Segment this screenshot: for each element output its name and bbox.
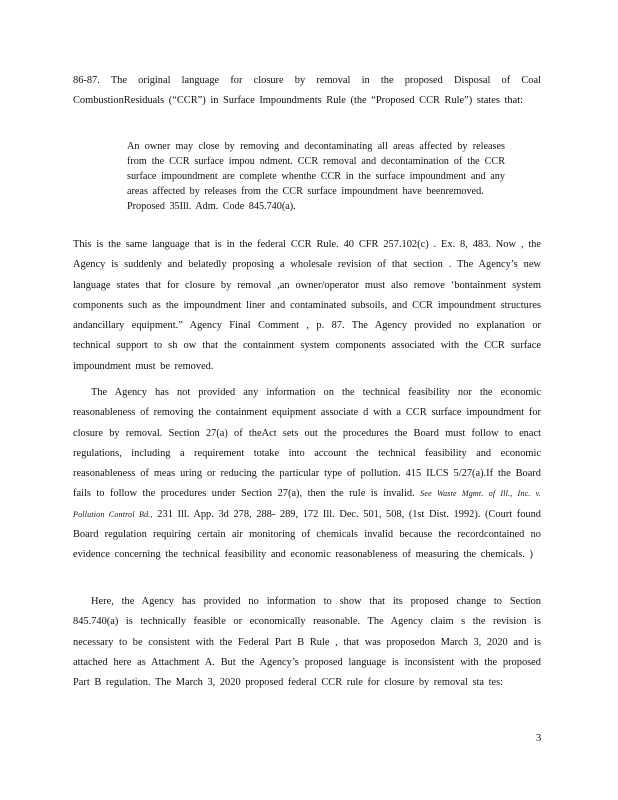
page-number: 3 bbox=[536, 733, 542, 744]
feasibility-paragraph-continuation: 231 Ill. App. 3d 278, 288- 289, 172 Ill. Dec. 501, 508, (1st Dist. 1992). (Court found Board regulation requiring certain air monitoring of chemicals invalid because the recordcontained no evidence concerning the technical feasibility and economic reasonableness of measuring the chemicals. ) bbox=[73, 508, 541, 561]
quote-citation: Proposed 35Ill. Adm. Code 845.740(a). bbox=[127, 201, 296, 213]
case-citation: See Waste Mgmt. of Ill., Inc. v. Pollution Control Bd., bbox=[73, 489, 541, 519]
feasibility-paragraph-text: The Agency has not provided any information on the technical feasibility nor the economic reasonableness of removing the containment equipment associate d with a CCR surface impoundment for closure by removal. Section 27(a) of theAct sets out the procedures the Board must follow to enact regulations, including a requirement totake into account the technical feasibility and economic reasonableness of meas uring or reducing the particular type of pollution. 415 ILCS 5/27(a).If the Board fails to follow the procedures under Section 27(a), then the rule is invalid. bbox=[73, 387, 541, 500]
feasibility-paragraph bbox=[73, 383, 541, 566]
intro-paragraph: 86-87. The original language for closure by removal in the proposed Disposal of Coal CombustionResiduals (“CCR”) in Surface Impoundments Rule (the “Proposed CCR Rule”) states that: bbox=[73, 75, 541, 107]
block-quote bbox=[127, 139, 505, 214]
quote-text: An owner may close by removing and decontaminating all areas affected by releases from the CCR surface impou ndment. CCR removal and decontamination of the CCR surface impoundment are complete whenthe CCR in the surface impoundment and any areas affected by releases from the CCR surface impoundment have beenremoved. bbox=[127, 141, 505, 198]
federal-rule-paragraph: This is the same language that is in the federal CCR Rule. 40 CFR 257.102(c) . Ex. 8, 483. Now , the Agency is suddenly and belatedly proposing a wholesale revision of that section . The Agency’s new language states that for closure by removal ,an owner/operator must also remove ‘bontainment system components such as the impoundment liner and contaminated subsoils, and CCR impoundment structures andancillary equipment.” Agency Final Comment , p. 87. The Agency provided no explanation or technical support to sh ow that the containment system components associated with the CCR surface impoundment must be removed. bbox=[73, 239, 541, 372]
agency-claim-paragraph: Here, the Agency has provided no information to show that its proposed change to Section 845.740(a) is technically feasible or economically reasonable. The Agency claim s the revision is necessary to be consistent with the Federal Part B Rule , that was proposedon March 3, 2020 and is attached here as Attachment A. But the Agency’s proposed language is inconsistent with the proposed Part B regulation. The March 3, 2020 proposed federal CCR rule for closure by removal sta tes: bbox=[73, 596, 541, 689]
